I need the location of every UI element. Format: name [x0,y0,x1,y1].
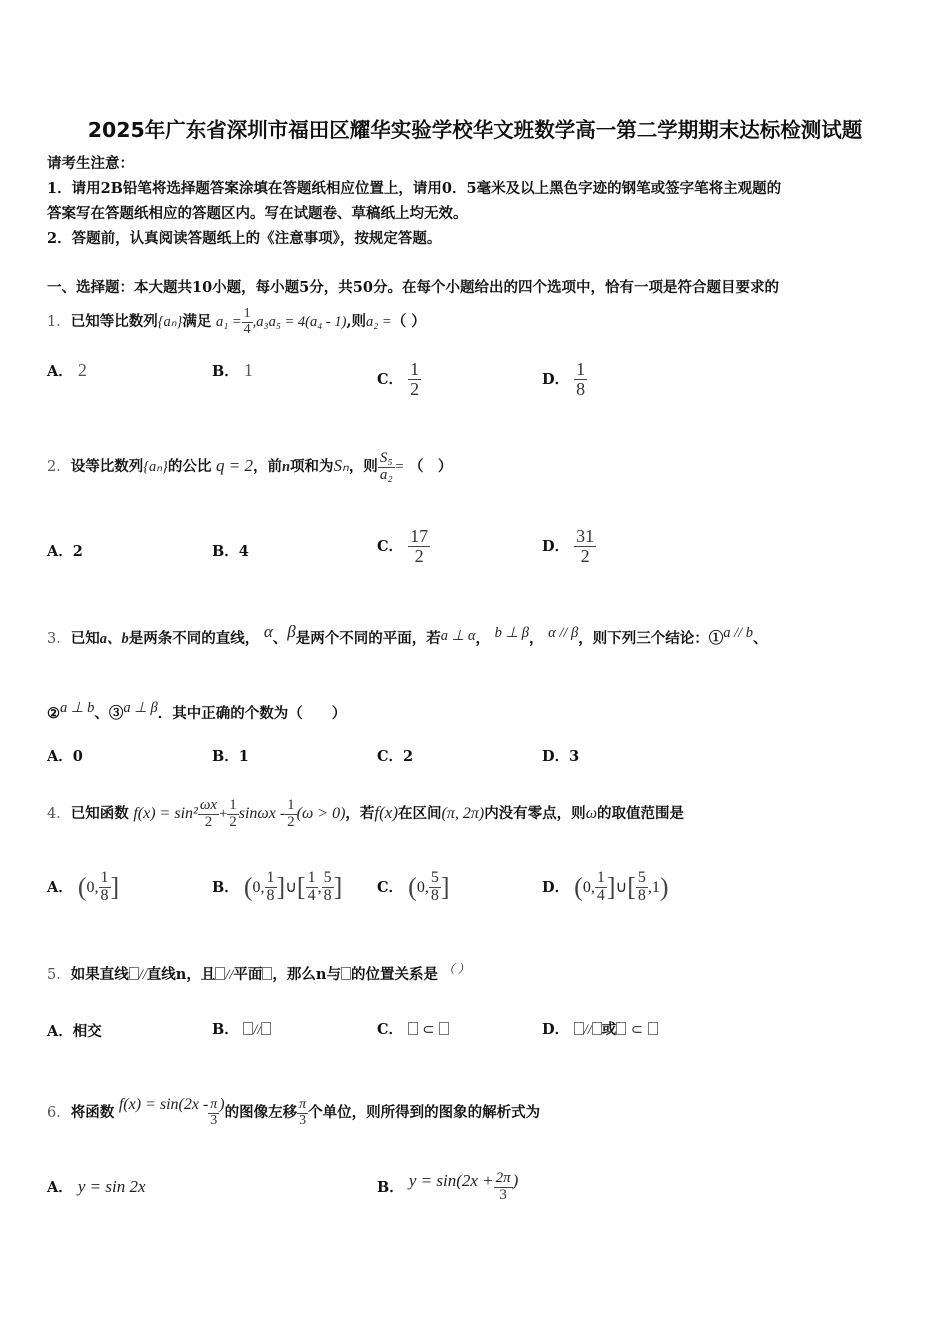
fraction: $\frac{1}{8}$ [100,869,109,904]
missing-glyph-icon [439,1022,449,1035]
fraction: $\frac{1}{4}$ [243,305,251,337]
question-number: 1． [47,314,71,330]
fraction: $\frac{1}{4}$ [596,869,605,904]
option-b: B． (0, $\frac{1}{8}$ ]∪[ $\frac{1}{4}$ , $\frac{5}{8}$ ] [212,869,343,904]
question-number: 4． [47,806,71,822]
fraction: $\frac{5}{8}$ [323,869,332,904]
fraction: $\frac{1}{2}$ [410,359,420,399]
option-a: A． y = sin 2x [47,1177,146,1196]
fraction: $\frac{5}{8}$ [430,869,439,904]
fraction: $\frac{31}{2}$ [576,526,595,566]
missing-glyph-icon [616,1022,626,1035]
missing-glyph-icon [592,1022,602,1035]
fraction: $\frac{1}{2}$ [229,796,237,830]
question-5: 5．如果直线 //直线n，且 //平面 ，那么n与 的位置关系是 （ ） [47,962,470,983]
missing-glyph-icon [243,1022,253,1035]
option-b: B． // [212,1018,271,1039]
option-c: C． (0, $\frac{5}{8}$ ] [377,869,450,904]
fraction: $\frac{\pi}{3}$ [210,1096,218,1128]
question-6: 6．将函数 f(x) = sin(2x - $\frac{\pi}{3}$ )的图像左移 $\frac{\pi}{3}$ 个单位，则所得到的图象的解析式为 [47,1096,541,1128]
option-d: D． $\frac{31}{2}$ [542,526,595,566]
missing-glyph-icon [129,967,139,980]
notice-line-3: 2．答题前，认真阅读答题纸上的《注意事项》，按规定答题。 [47,230,442,247]
option-d: D． $\frac{1}{8}$ [542,359,586,399]
question-4: 4．已知函数 f(x) = sin² $\frac{\omega x}{2}$ + $\frac{1}{2}$ sinωx - $\frac{1}{2}$ (ω > 0)，若f(x)在区间(π, 2π)内没有零点，则ω的取值范围是 [47,796,684,830]
missing-glyph-icon [262,967,272,980]
option-d: D． (0, $\frac{1}{4}$ ]∪[ $\frac{5}{8}$ ,1) [542,869,669,904]
option-a: A． (0, $\frac{1}{8}$ ] [47,869,120,904]
option-a: A．2 [47,543,83,560]
missing-glyph-icon [574,1022,584,1035]
option-d: D．3 [542,748,580,765]
option-c: C． ⊂ [377,1018,449,1039]
question-number: 2． [47,459,71,475]
option-d: D． // 或 ⊂ [542,1018,658,1039]
fraction: $\frac{\text{S₅}}{\text{a₂}}$ [379,449,393,483]
page-title: 2025年广东省深圳市福田区耀华实验学校华文班数学高一第二学期期末达标检测试题 [87,118,863,142]
option-b: B．4 [212,543,249,560]
notice-line-1: 1．请用2B铅笔将选择题答案涂填在答题纸相应位置上，请用0．5毫米及以上黑色字迹的钢笔或签字笔将主观题的 [47,180,782,197]
fraction: $\frac{5}{8}$ [637,869,646,904]
option-a: A． 2 [47,360,87,380]
fraction: $\frac{1}{4}$ [307,869,316,904]
fraction: $\frac{\omega x}{2}$ [199,796,218,830]
missing-glyph-icon [261,1022,271,1035]
notice-line-2: 答案写在答题纸相应的答题区内。写在试题卷、草稿纸上均无效。 [47,205,468,222]
question-3: 3．已知a、b是两条不同的直线， α、β是两个不同的平面，若a ⊥ α， b ⊥ β， α // β，则下列三个结论：①a // b、 [47,622,768,647]
question-2: 2．设等比数列{aₙ}的公比 q = 2，前n项和为Sₙ，则 $\frac{\text{S₅}}{\text{a₂}}$ = （ ） [47,449,453,483]
fraction: $\frac{17}{2}$ [410,526,429,566]
question-number: 6． [47,1105,71,1121]
option-b: B．1 [212,748,249,765]
fraction: $\frac{\pi}{3}$ [299,1096,307,1128]
option-c: C． $\frac{17}{2}$ [377,526,429,566]
missing-glyph-icon [648,1022,658,1035]
missing-glyph-icon [408,1022,418,1035]
option-b: B． 1 [212,360,253,380]
option-a: A．0 [47,748,83,765]
option-c: C． $\frac{1}{2}$ [377,359,420,399]
question-1: 1．已知等比数列{aₙ}满足 a₁ = $\frac{1}{4}$ ,a₃a₅ = 4(a₄ - 1),则a₂ =（ ） [47,305,426,337]
option-c: C．2 [377,748,414,765]
missing-glyph-icon [341,967,351,980]
question-number: 5． [47,967,71,983]
question-number: 3． [47,631,71,647]
missing-glyph-icon [215,967,225,980]
section-heading: 一、选择题：本大题共10小题，每小题5分，共50分。在每个小题给出的四个选项中，恰有一项是符合题目要求的 [47,279,779,296]
notice-heading: 请考生注意： [47,155,134,172]
fraction: $\frac{1}{8}$ [576,359,586,399]
option-a: A．相交 [47,1023,102,1040]
option-b: B． y = sin(2x + $\frac{2\pi}{3}$ ) [377,1170,519,1203]
fraction: $\frac{1}{2}$ [287,796,295,830]
fraction: $\frac{2\pi}{3}$ [495,1170,511,1203]
question-3-continued: ②a ⊥ b、③a ⊥ β．其中正确的个数为（ ） [47,700,347,722]
fraction: $\frac{1}{8}$ [266,869,275,904]
